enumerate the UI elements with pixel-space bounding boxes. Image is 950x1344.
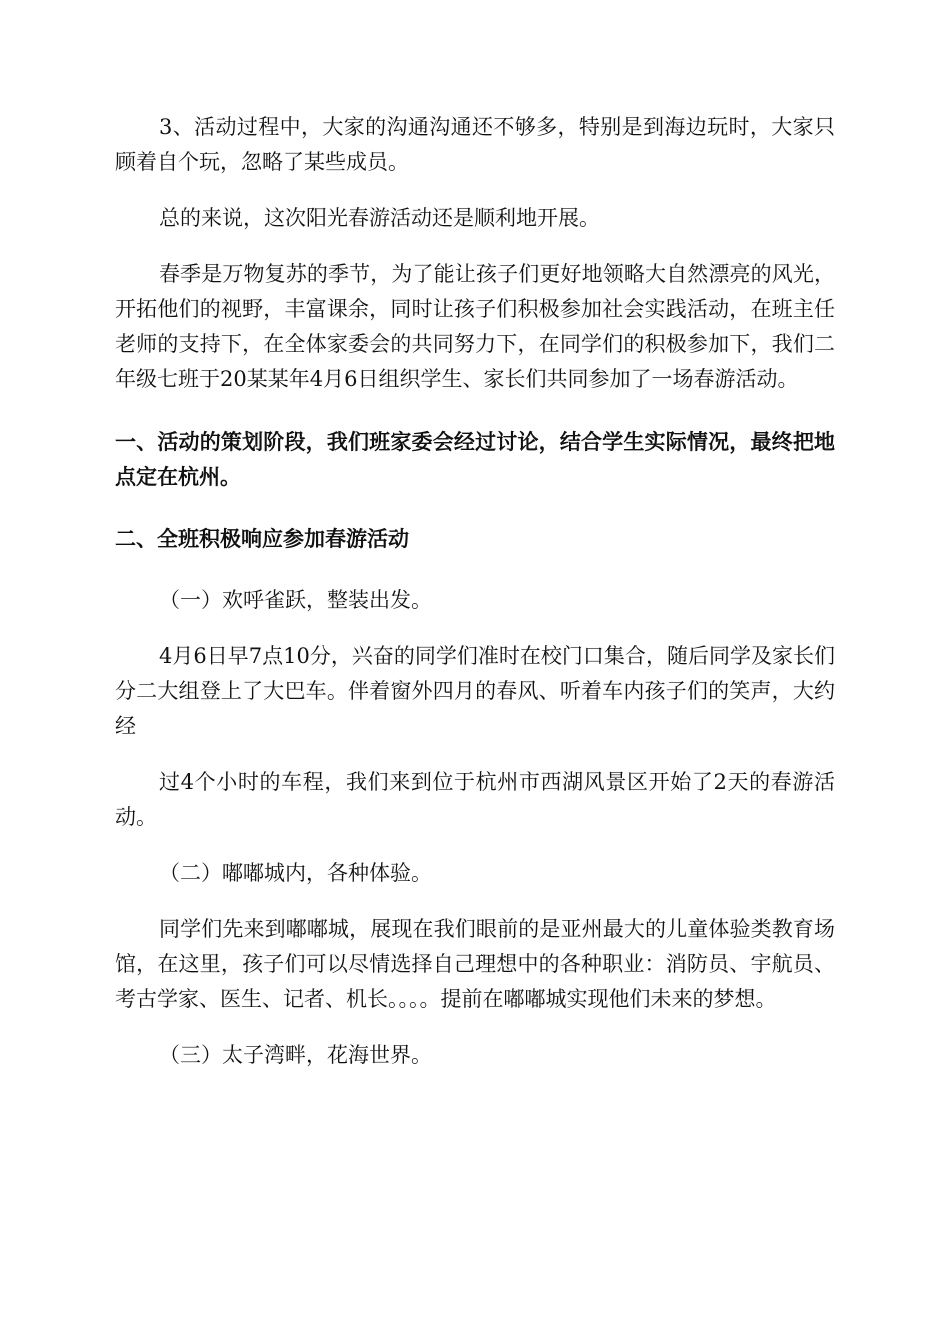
heading-class-participation: 二、全班积极响应参加春游活动 (115, 526, 409, 551)
paragraph-summary: 总的来说，这次阳光春游活动还是顺利地开展。 (159, 206, 600, 230)
paragraph-introduction: 春季是万物复苏的季节，为了能让孩子们更好地领略大自然漂亮的风光，开拓他们的视野，丰富课余，同时让孩子们积极参加社会实践活动，在班主任老师的支持下，在全体家委会的共同努力下，在同学们的积极参加下，我们二年级七班于20某某年4月6日组织学生、家长们共同参加了一场春游活动。 (115, 262, 835, 391)
paragraph-arrival: 过4个小时的车程，我们来到位于杭州市西湖风景区开始了2天的春游活动。 (115, 770, 835, 829)
document-page (115, 110, 835, 1073)
subheading-prince-bay: （三）太子湾畔，花海世界。 (159, 1043, 432, 1067)
paragraph-shortcomings: 3、活动过程中，大家的沟通沟通还不够多，特别是到海边玩时，大家只顾着自个玩，忽略了某些成员。 (115, 115, 835, 174)
heading-planning-stage: 一、活动的策划阶段，我们班家委会经过讨论，结合学生实际情况，最终把地点定在杭州。 (115, 429, 835, 489)
subheading-dudu-city: （二）嘟嘟城内，各种体验。 (159, 861, 432, 885)
subheading-departure: （一）欢呼雀跃，整装出发。 (159, 588, 432, 612)
paragraph-dudu-city: 同学们先来到嘟嘟城，展现在我们眼前的是亚州最大的儿童体验类教育场馆，在这里，孩子们可以尽情选择自己理想中的各种职业：消防员、宇航员、考古学家、医生、记者、机长。。。。提前在嘟嘟城实现他们未来的梦想。 (115, 917, 835, 1011)
paragraph-departure: 4月6日早7点10分，兴奋的同学们准时在校门口集合，随后同学及家长们分二大组登上了大巴车。伴着窗外四月的春风、听着车内孩子们的笑声，大约经 (115, 644, 835, 738)
